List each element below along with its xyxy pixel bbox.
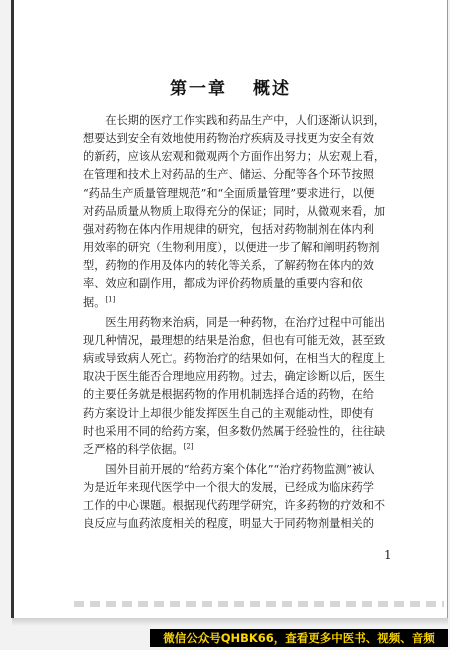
text-line: 医生用药物来治病，同是一种药物，在治疗过程中可能出 bbox=[105, 315, 386, 329]
paragraph bbox=[83, 314, 401, 459]
text-line: 时也采用不同的给药方案，但多数仍然属于经验性的，往往缺 bbox=[83, 424, 386, 438]
text-line: 在管理和技术上对药品的生产、储运、分配等各个环节按照 bbox=[83, 168, 374, 182]
text-line: 想要达到安全有效地使用药物治疗疾病及寻找更为安全有效 bbox=[83, 132, 374, 146]
book-page bbox=[11, 0, 448, 618]
text-line: 的主要任务就是根据药物的作用机制选择合适的药物，在给 bbox=[83, 388, 374, 402]
paragraph bbox=[83, 112, 401, 312]
text-line: 用效率的研究（生物利用度），以便进一步了解和阐明药物剂 bbox=[83, 241, 380, 255]
text-line: 的新药，应该从宏观和微观两个方面作出努力；从宏观上看， bbox=[83, 150, 386, 164]
paragraph bbox=[83, 461, 401, 534]
text-line: 对药品质量从物质上取得充分的保证；同时，从微观来看，加 bbox=[83, 204, 386, 218]
text-line: 工作的中心课题。根据现代药理学研究，许多药物的疗效和不 bbox=[83, 499, 386, 513]
text-line: 现几种情况，最理想的结果是治愈，但也有可能无效，甚至致 bbox=[83, 333, 386, 347]
line-text: 乏严格的科学依据。 bbox=[83, 442, 184, 456]
text-line: 强对药物在体内作用规律的研究，包括对药物制剂在体内利 bbox=[83, 222, 374, 236]
page-number: 1 bbox=[384, 548, 392, 562]
text-line: 型，药物的作用及体内的转化等关系，了解药物在体内的效 bbox=[83, 259, 374, 273]
chapter-name: 概述 bbox=[253, 79, 291, 99]
citation-marker: [1] bbox=[105, 294, 116, 303]
text-line: 药方案设计上却很少能发挥医生自己的主观能动性，即使有 bbox=[83, 406, 374, 420]
text-line: 良反应与血药浓度相关的程度，明显大于同药物剂量相关的 bbox=[83, 517, 374, 531]
scan-artifact-line bbox=[74, 601, 444, 607]
text-line bbox=[83, 294, 401, 312]
text-line: 取决于医生能否合理地应用药物。过去，确定诊断以后，医生 bbox=[83, 370, 386, 384]
body-text bbox=[83, 112, 401, 534]
text-line: 为是近年来现代医学中一个很大的发展，已经成为临床药学 bbox=[83, 481, 374, 495]
chapter-title bbox=[14, 74, 447, 99]
watermark-banner: 微信公众号QHBK66，查看更多中医书、视频、音频 bbox=[150, 629, 448, 647]
chapter-number: 第一章 bbox=[170, 79, 227, 99]
text-line: 国外目前开展的“给药方案个体化”“治疗药物监测”被认 bbox=[105, 462, 375, 476]
text-line: 率、效应和副作用，都成为评价药物质量的重要内容和依 bbox=[83, 277, 363, 291]
text-line: 病或导致病人死亡。药物治疗的结果如何，在相当大的程度上 bbox=[83, 352, 386, 366]
text-line: 在长期的医疗工作实践和药品生产中，人们逐渐认识到， bbox=[105, 114, 386, 127]
text-line: “药品生产质量管理规范”和“全面质量管理”要求进行，以便 bbox=[83, 186, 375, 200]
citation-marker: [2] bbox=[183, 442, 194, 451]
text-line bbox=[83, 441, 401, 459]
line-text: 据。 bbox=[83, 295, 106, 309]
page-shadow bbox=[12, 618, 448, 626]
